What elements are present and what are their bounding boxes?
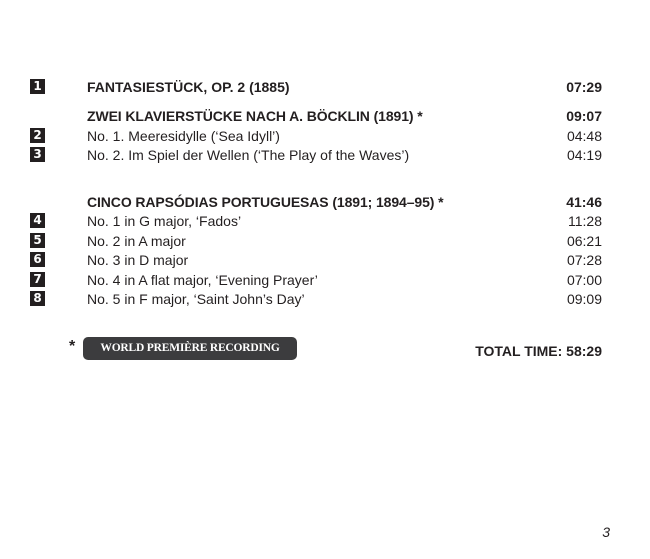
track-time: 11:28 [568,213,602,229]
work-title: ZWEI KLAVIERSTÜCKE NACH A. BÖCKLIN (1891) * [87,108,423,124]
track-number-badge: 6 [30,252,45,267]
track-row [30,289,602,309]
track-time: 04:48 [566,128,602,144]
track-number-badge: 1 [30,79,45,94]
work-time: 09:07 [566,108,602,124]
footnote-asterisk: * [69,338,76,355]
track-title: No. 4 in A flat major, ‘Evening Prayer’ [87,272,318,288]
track-title: No. 3 in D major [87,252,189,268]
track-time: 07:00 [566,272,602,288]
work-header-row [30,106,602,126]
track-row [30,211,602,231]
page-number: 3 [602,524,610,540]
track-row [30,250,602,270]
track-number-badge: 8 [30,291,45,306]
track-row [30,126,602,146]
track-time: 07:29 [566,79,602,95]
track-title: No. 1 in G major, ‘Fados’ [87,213,242,229]
track-time: 09:09 [566,291,602,307]
track-title: No. 1. Meeresidylle (‘Sea Idyll’) [87,128,280,144]
track-number-badge: 4 [30,213,45,228]
track-title: No. 2 in A major [87,233,186,249]
work-title: CINCO RAPSÓDIAS PORTUGUESAS (1891; 1894–95) * [87,194,444,210]
track-row [30,77,602,97]
work-header-row [30,192,602,212]
track-number-badge: 7 [30,272,45,287]
world-premiere-badge: WORLD PREMIÈRE RECORDING [83,337,297,360]
track-title: No. 5 in F major, ‘Saint John’s Day’ [87,291,305,307]
track-time: 07:28 [566,252,602,268]
track-row [30,270,602,290]
track-title: No. 2. Im Spiel der Wellen (‘The Play of the Waves’) [87,147,410,163]
total-time: TOTAL TIME: 58:29 [475,343,602,359]
work-time: 41:46 [566,194,602,210]
track-number-badge: 5 [30,233,45,248]
track-number-badge: 2 [30,128,45,143]
track-time: 06:21 [566,233,602,249]
track-row [30,231,602,251]
track-time: 04:19 [566,147,602,163]
track-number-badge: 3 [30,147,45,162]
track-title: FANTASIESTÜCK, OP. 2 (1885) [87,79,290,95]
track-row [30,145,602,165]
